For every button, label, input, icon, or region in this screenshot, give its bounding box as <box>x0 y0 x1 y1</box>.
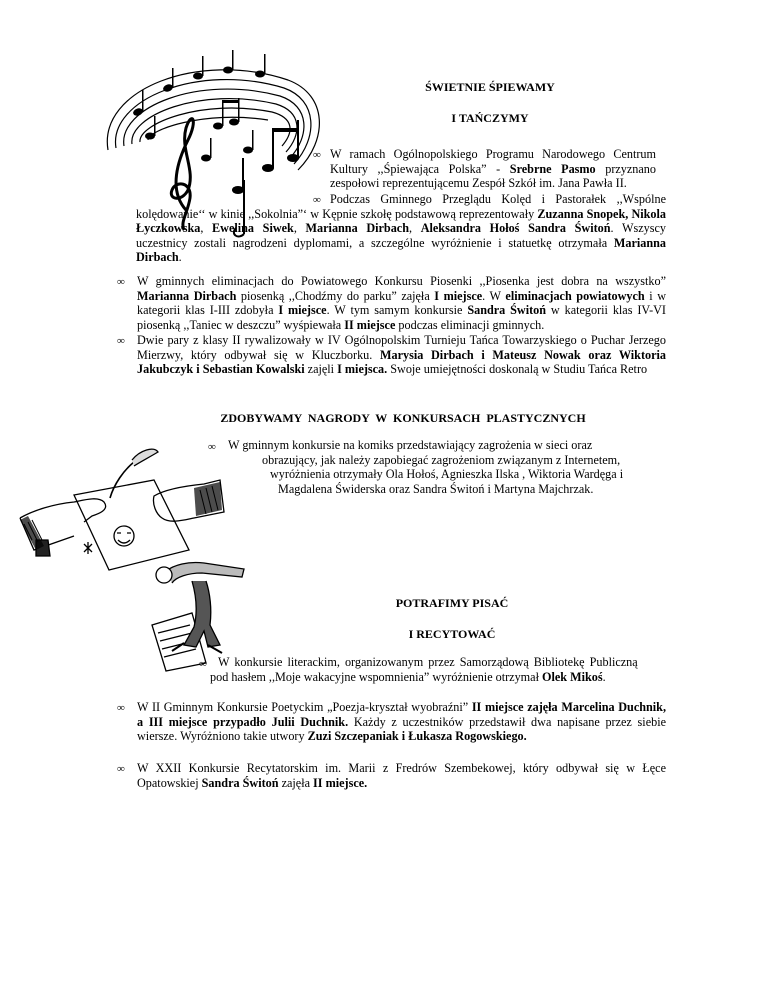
list-item: W ramach Ogólnopolskiego Programu Narodowego Centrum Kultury ,,Śpiewająca Polska” - Srebrne Pasmo przyznano zespołowi reprezentującemu Zespół Szkół im. Jana Pawła II. <box>330 147 656 191</box>
text-line: W gminnym konkursie na komiks przedstawiający zagrożenia w sieci oraz <box>228 438 593 452</box>
list-item <box>210 655 670 684</box>
section3-heading-line1: POTRAFIMY PISAĆ <box>395 596 509 610</box>
bullet: ∞ <box>313 194 321 206</box>
list-item: W gminnych eliminacjach do Powiatowego Konkursu Piosenki ,,Piosenka jest dobra na wszystko” Marianna Dirbach piosenką ,,Chodźmy do parku” zajęła I miejsce. W eliminacjach powiatowych i w kategorii klas I-III zdobyła I miejsce. W tym samym konkursie Sandra Świtoń w kategorii klas IV-VI piosenką ,,Taniec w deszczu” wyśpiewała II miejsce podczas eliminacji gminnych. <box>137 274 667 332</box>
section3-heading-line2: I RECYTOWAĆ <box>408 627 496 641</box>
bullet: ∞ <box>117 276 125 288</box>
list-item <box>228 438 668 496</box>
text-line: pod hasłem ,,Moje wakacyjne wspomnienia” wyróżnienie otrzymał Olek Mikoś. <box>210 669 606 684</box>
text-line: Magdalena Świderska oraz Sandra Świtoń i Martyna Majchrzak. <box>278 481 594 496</box>
text-line: wyróżnienia otrzymały Ola Hołoś, Agnieszka Ilska , Wiktoria Wardęga i <box>270 467 624 482</box>
list-item: W XXII Konkursie Recytatorskim im. Marii z Fredrów Szembekowej, który odbywał się w Łęce Opatowskiej Sandra Świtoń zajęła II miejsce. <box>137 761 666 790</box>
bullet: ∞ <box>117 763 125 775</box>
list-item: Dwie pary z klasy II rywalizowały w IV Ogólnopolskim Turnieju Tańca Towarzyskiego o Puchar Jerzego Mierzwy, który odbywał się w Kluczborku. Marysia Dirbach i Mateusz Nowak oraz Wiktoria Jakubczyk i Sebastian Kowalski zajęli I miejsca. Swoje umiejętności doskonalą w Studiu Tańca Retro <box>137 333 667 377</box>
bullet: ∞ <box>117 702 125 714</box>
bullet: ∞ <box>199 658 207 670</box>
text-line: obrazujący, jak należy zapobiegać zagrożeniom związanym z Internetem, <box>262 452 621 467</box>
text-line: W konkursie literackim, organizowanym przez Samorządową Bibliotekę Publiczną <box>218 655 638 669</box>
bullet: ∞ <box>208 441 216 453</box>
list-item: W II Gminnym Konkursie Poetyckim „Poezja-kryształ wyobraźni” II miejsce zajęła Marcelina Duchnik, a III miejsce przypadło Julii Duchnik. Każdy z uczestników przedstawił dwa napisane przez siebie wiersze. Wyróżniono takie utwory Zuzi Szczepaniak i Łukasza Rogowskiego. <box>137 700 666 744</box>
bullet: ∞ <box>313 149 321 161</box>
section1-heading-line2: I TAŃCZYMY <box>451 111 529 125</box>
section1-heading-line1: ŚWIETNIE ŚPIEWAMY <box>425 80 555 94</box>
bullet: ∞ <box>117 335 125 347</box>
section2-heading: ZDOBYWAMY NAGRODY W KONKURSACH PLASTYCZNYCH <box>220 411 586 425</box>
list-item: Podczas Gminnego Przeglądu Kolęd i Pastorałek ,,Wspólne kolędowanie‘‘ w kinie ,,Sokolnia”‘ w Kępnie szkołę podstawową reprezentowały Zuzanna Snopek, Nikola Łyczkowska, Ewelina Siwek, Marianna Dirbach, Aleksandra Hołoś Sandra Świtoń. Wszyscy uczestnicy zostali nagrodzeni dyplomami, a szczególne wyróżnienie i statuetkę otrzymała Marianna Dirbach. <box>136 192 667 265</box>
